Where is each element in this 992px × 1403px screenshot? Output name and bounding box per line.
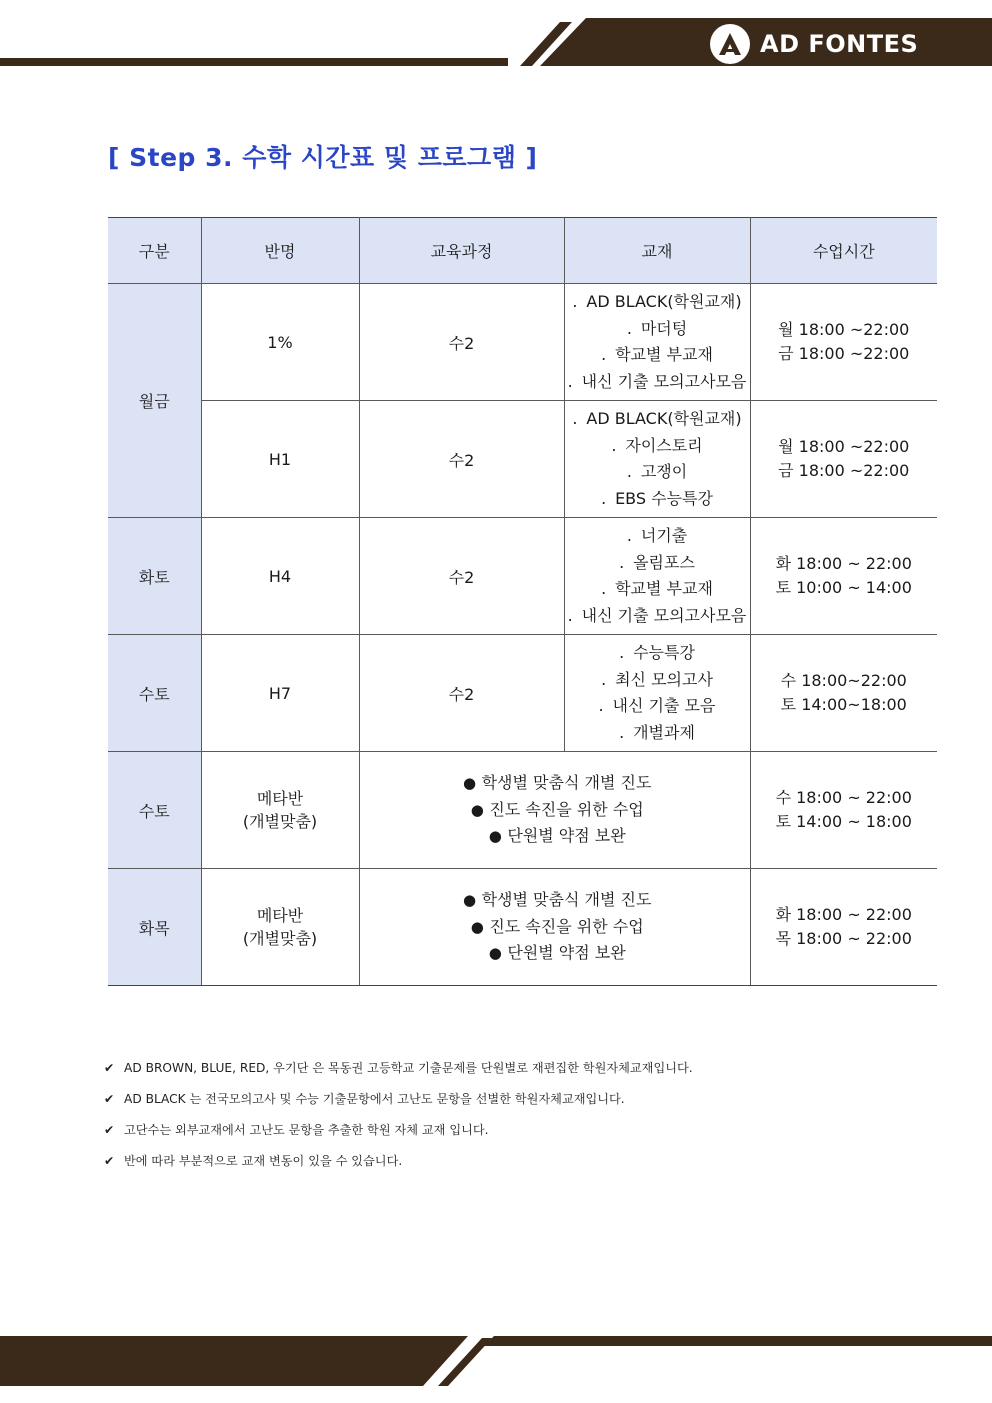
textbook-item: . 내신 기출 모의고사모음 bbox=[565, 369, 750, 396]
table-header-row bbox=[108, 218, 937, 284]
course-cell: 수2 bbox=[359, 518, 564, 635]
textbook-item: . 올림포스 bbox=[565, 550, 750, 577]
textbook-item: . EBS 수능특강 bbox=[565, 486, 750, 513]
schedule-table bbox=[108, 217, 937, 986]
textbook-item: . AD BLACK(학원교재) bbox=[565, 289, 750, 316]
day-cell: 수토 bbox=[108, 635, 201, 752]
bullet-icon: ● bbox=[463, 774, 477, 793]
textbook-item: . 자이스토리 bbox=[565, 433, 750, 460]
class-time-cell bbox=[750, 869, 937, 986]
class-cell: H1 bbox=[201, 401, 359, 518]
class-subtitle: (개별맞춤) bbox=[242, 929, 318, 948]
program-item: ● 학생별 맞춤식 개별 진도 bbox=[360, 887, 750, 914]
table-row bbox=[108, 752, 937, 869]
note-item: ✔ AD BROWN, BLUE, RED, 우기단 은 목동권 고등학교 기출문제를 단원별로 재편집한 학원자체교재입니다. bbox=[104, 1053, 693, 1084]
checkmark-icon: ✔ bbox=[104, 1154, 115, 1168]
note-item: ✔ 반에 따라 부분적으로 교재 변동이 있을 수 있습니다. bbox=[104, 1146, 693, 1177]
class-time: 월 18:00 ~22:00 bbox=[778, 437, 910, 456]
course-cell: 수2 bbox=[359, 401, 564, 518]
textbook-cell bbox=[564, 401, 750, 518]
program-item: ● 진도 속진을 위한 수업 bbox=[360, 914, 750, 941]
textbook-item: . 너기출 bbox=[565, 523, 750, 550]
class-time: 토 10:00 ~ 14:00 bbox=[775, 578, 912, 597]
column-header: 반명 bbox=[201, 218, 359, 284]
class-time: 화 18:00 ~ 22:00 bbox=[775, 554, 912, 573]
program-item: ● 단원별 약점 보완 bbox=[360, 940, 750, 967]
class-time: 수 18:00 ~ 22:00 bbox=[775, 788, 912, 807]
table-row bbox=[108, 401, 937, 518]
note-item: ✔ 고단수는 외부교재에서 고난도 문항을 추출한 학원 자체 교재 입니다. bbox=[104, 1115, 693, 1146]
class-time: 금 18:00 ~22:00 bbox=[778, 344, 910, 363]
bullet-icon: ● bbox=[470, 917, 484, 936]
notes-list bbox=[104, 1053, 693, 1177]
bullet-icon: ● bbox=[488, 827, 502, 846]
textbook-item: . 개별과제 bbox=[565, 720, 750, 747]
class-time-cell bbox=[750, 518, 937, 635]
program-cell bbox=[359, 869, 750, 986]
class-cell: H7 bbox=[201, 635, 359, 752]
column-header: 구분 bbox=[108, 218, 201, 284]
checkmark-icon: ✔ bbox=[104, 1092, 115, 1106]
note-item: ✔ AD BLACK 는 전국모의고사 및 수능 기출문항에서 고난도 문항을 선별한 학원자체교재입니다. bbox=[104, 1084, 693, 1115]
class-subtitle: (개별맞춤) bbox=[242, 812, 318, 831]
class-time: 금 18:00 ~22:00 bbox=[778, 461, 910, 480]
textbook-item: . 최신 모의고사 bbox=[565, 667, 750, 694]
class-time: 월 18:00 ~22:00 bbox=[778, 320, 910, 339]
table-row bbox=[108, 869, 937, 986]
bullet-icon: ● bbox=[470, 800, 484, 819]
day-cell: 화목 bbox=[108, 869, 201, 986]
column-header: 수업시간 bbox=[750, 218, 937, 284]
class-cell bbox=[201, 752, 359, 869]
bullet-icon: ● bbox=[463, 891, 477, 910]
textbook-cell bbox=[564, 284, 750, 401]
textbook-item: . 내신 기출 모의고사모음 bbox=[565, 603, 750, 630]
column-header: 교육과정 bbox=[359, 218, 564, 284]
textbook-item: . 마더텅 bbox=[565, 316, 750, 343]
class-time: 토 14:00 ~ 18:00 bbox=[775, 812, 912, 831]
textbook-item: . AD BLACK(학원교재) bbox=[565, 406, 750, 433]
textbook-cell bbox=[564, 518, 750, 635]
day-cell: 화토 bbox=[108, 518, 201, 635]
class-time-cell bbox=[750, 635, 937, 752]
textbook-item: . 학교별 부교재 bbox=[565, 342, 750, 369]
textbook-item: . 수능특강 bbox=[565, 640, 750, 667]
program-cell bbox=[359, 752, 750, 869]
page-title: [ Step 3. 수학 시간표 및 프로그램 ] bbox=[108, 143, 538, 172]
textbook-cell bbox=[564, 635, 750, 752]
column-header: 교재 bbox=[564, 218, 750, 284]
letter-a-in-circle-icon bbox=[710, 24, 750, 64]
table-row bbox=[108, 635, 937, 752]
class-time: 토 14:00~18:00 bbox=[780, 695, 907, 714]
class-cell: H4 bbox=[201, 518, 359, 635]
class-time: 화 18:00 ~ 22:00 bbox=[775, 905, 912, 924]
class-time-cell bbox=[750, 284, 937, 401]
program-item: ● 진도 속진을 위한 수업 bbox=[360, 797, 750, 824]
program-item: ● 단원별 약점 보완 bbox=[360, 823, 750, 850]
class-time-cell bbox=[750, 401, 937, 518]
brand-name: AD FONTES bbox=[760, 30, 919, 58]
class-name: 메타반 bbox=[256, 789, 304, 808]
class-time: 목 18:00 ~ 22:00 bbox=[775, 929, 912, 948]
table-row bbox=[108, 284, 937, 401]
textbook-item: . 학교별 부교재 bbox=[565, 576, 750, 603]
class-name: 메타반 bbox=[256, 906, 304, 925]
checkmark-icon: ✔ bbox=[104, 1123, 115, 1137]
table-row bbox=[108, 518, 937, 635]
footer-band bbox=[0, 1336, 992, 1403]
class-time: 수 18:00~22:00 bbox=[780, 671, 907, 690]
class-cell: 1% bbox=[201, 284, 359, 401]
textbook-item: . 고쟁이 bbox=[565, 459, 750, 486]
day-cell: 월금 bbox=[108, 284, 201, 518]
textbook-item: . 내신 기출 모음 bbox=[565, 693, 750, 720]
day-cell: 수토 bbox=[108, 752, 201, 869]
class-cell bbox=[201, 869, 359, 986]
checkmark-icon: ✔ bbox=[104, 1061, 115, 1075]
program-item: ● 학생별 맞춤식 개별 진도 bbox=[360, 770, 750, 797]
class-time-cell bbox=[750, 752, 937, 869]
brand-logo bbox=[710, 24, 918, 64]
course-cell: 수2 bbox=[359, 635, 564, 752]
course-cell: 수2 bbox=[359, 284, 564, 401]
bullet-icon: ● bbox=[488, 944, 502, 963]
